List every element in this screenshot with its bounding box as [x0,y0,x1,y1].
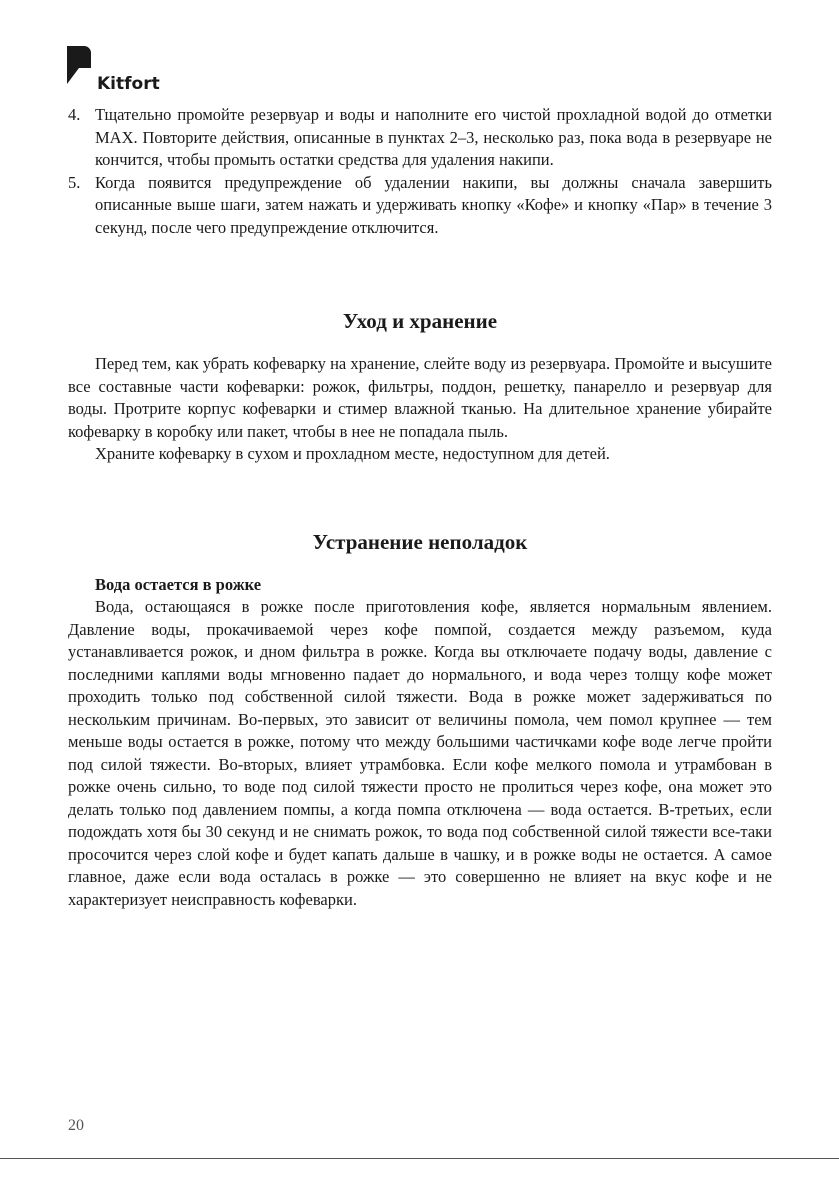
troubleshooting-subheading: Вода остается в рожке [95,574,262,594]
page-content [68,104,772,911]
care-paragraph: Храните кофеварку в сухом и прохладном месте, недоступном для детей. [95,444,610,463]
troubleshooting-section-body [68,574,772,912]
steps-list [68,104,772,239]
brand-name: Kitfort [97,74,160,94]
care-section-title: Уход и хранение [342,309,498,333]
list-item [68,172,772,240]
brand-logo [67,46,187,94]
troubleshooting-paragraph: Вода, остающаяся в рожке после приготовления кофе, является нормальным явлением. Давление воды, прокачиваемой через кофе помпой, создается между разъемом, куда устанавливается рожок, и дном фильтра в рожке. Когда вы отключаете подачу воды, давление с последними каплями воды мгновенно падает до нормального, и вода через толщу кофе может проходить только под собственной силой тяжести. Вода в рожке может задерживаться по нескольким причинам. Во-первых, это зависит от величины помола, чем помол крупнее — тем меньше воды остается в рожке, потому что между большими частичками кофе воде легче пройти под силой тяжести. Во-вторых, влияет утрамбовка. Если кофе мелкого помола и утрамбован в рожке очень сильно, то воде под силой тяжести просто не пролиться через кофе, она может это делать только под давлением помпы, а когда помпа отключена — вода остается. В-третьих, если подождать хотя бы 30 секунд и не снимать рожок, то вода под собственной силой тяжести все-таки просочится через слой кофе и будет капать дальше в чашку, и в рожке воды не остается. А самое главное, даже если вода осталась в рожке — это совершенно не влияет на вкус кофе и не характеризует неисправность кофеварки. [68,597,772,909]
troubleshooting-section-title: Устранение неполадок [312,529,528,554]
page-number: 20 [68,1117,84,1134]
page-edge-divider [0,1158,839,1159]
kitfort-logo-icon [67,46,91,84]
list-item [68,104,772,172]
care-section-body [68,353,772,466]
step-text: Когда появится предупреждение об удалении накипи, вы должны сначала завершить описанные выше шаги, затем нажать и удерживать кнопку «Кофе» и кнопку «Пар» в течение 3 секунд, после чего предупреждение отключится. [95,172,772,237]
step-text: Тщательно промойте резервуар и воды и наполните его чистой прохладной водой до отметки MAX. Повторите действия, описанные в пунктах 2–3, несколько раз, пока вода в резервуаре не кончится, чтобы промыть остатки средства для удаления накипи. [95,105,772,169]
step-number: 4. [68,105,81,124]
step-number: 5. [68,172,81,192]
care-paragraph: Перед тем, как убрать кофеварку на хранение, слейте воду из резервуара. Промойте и высушите все составные части кофеварки: рожок, фильтры, поддон, решетку, панарелло и резервуар для воды. Протрите корпус кофеварки и стимер влажной тканью. На длительное хранение убирайте кофеварку в коробку или пакет, чтобы в нее не попадала пыль. [68,354,772,441]
